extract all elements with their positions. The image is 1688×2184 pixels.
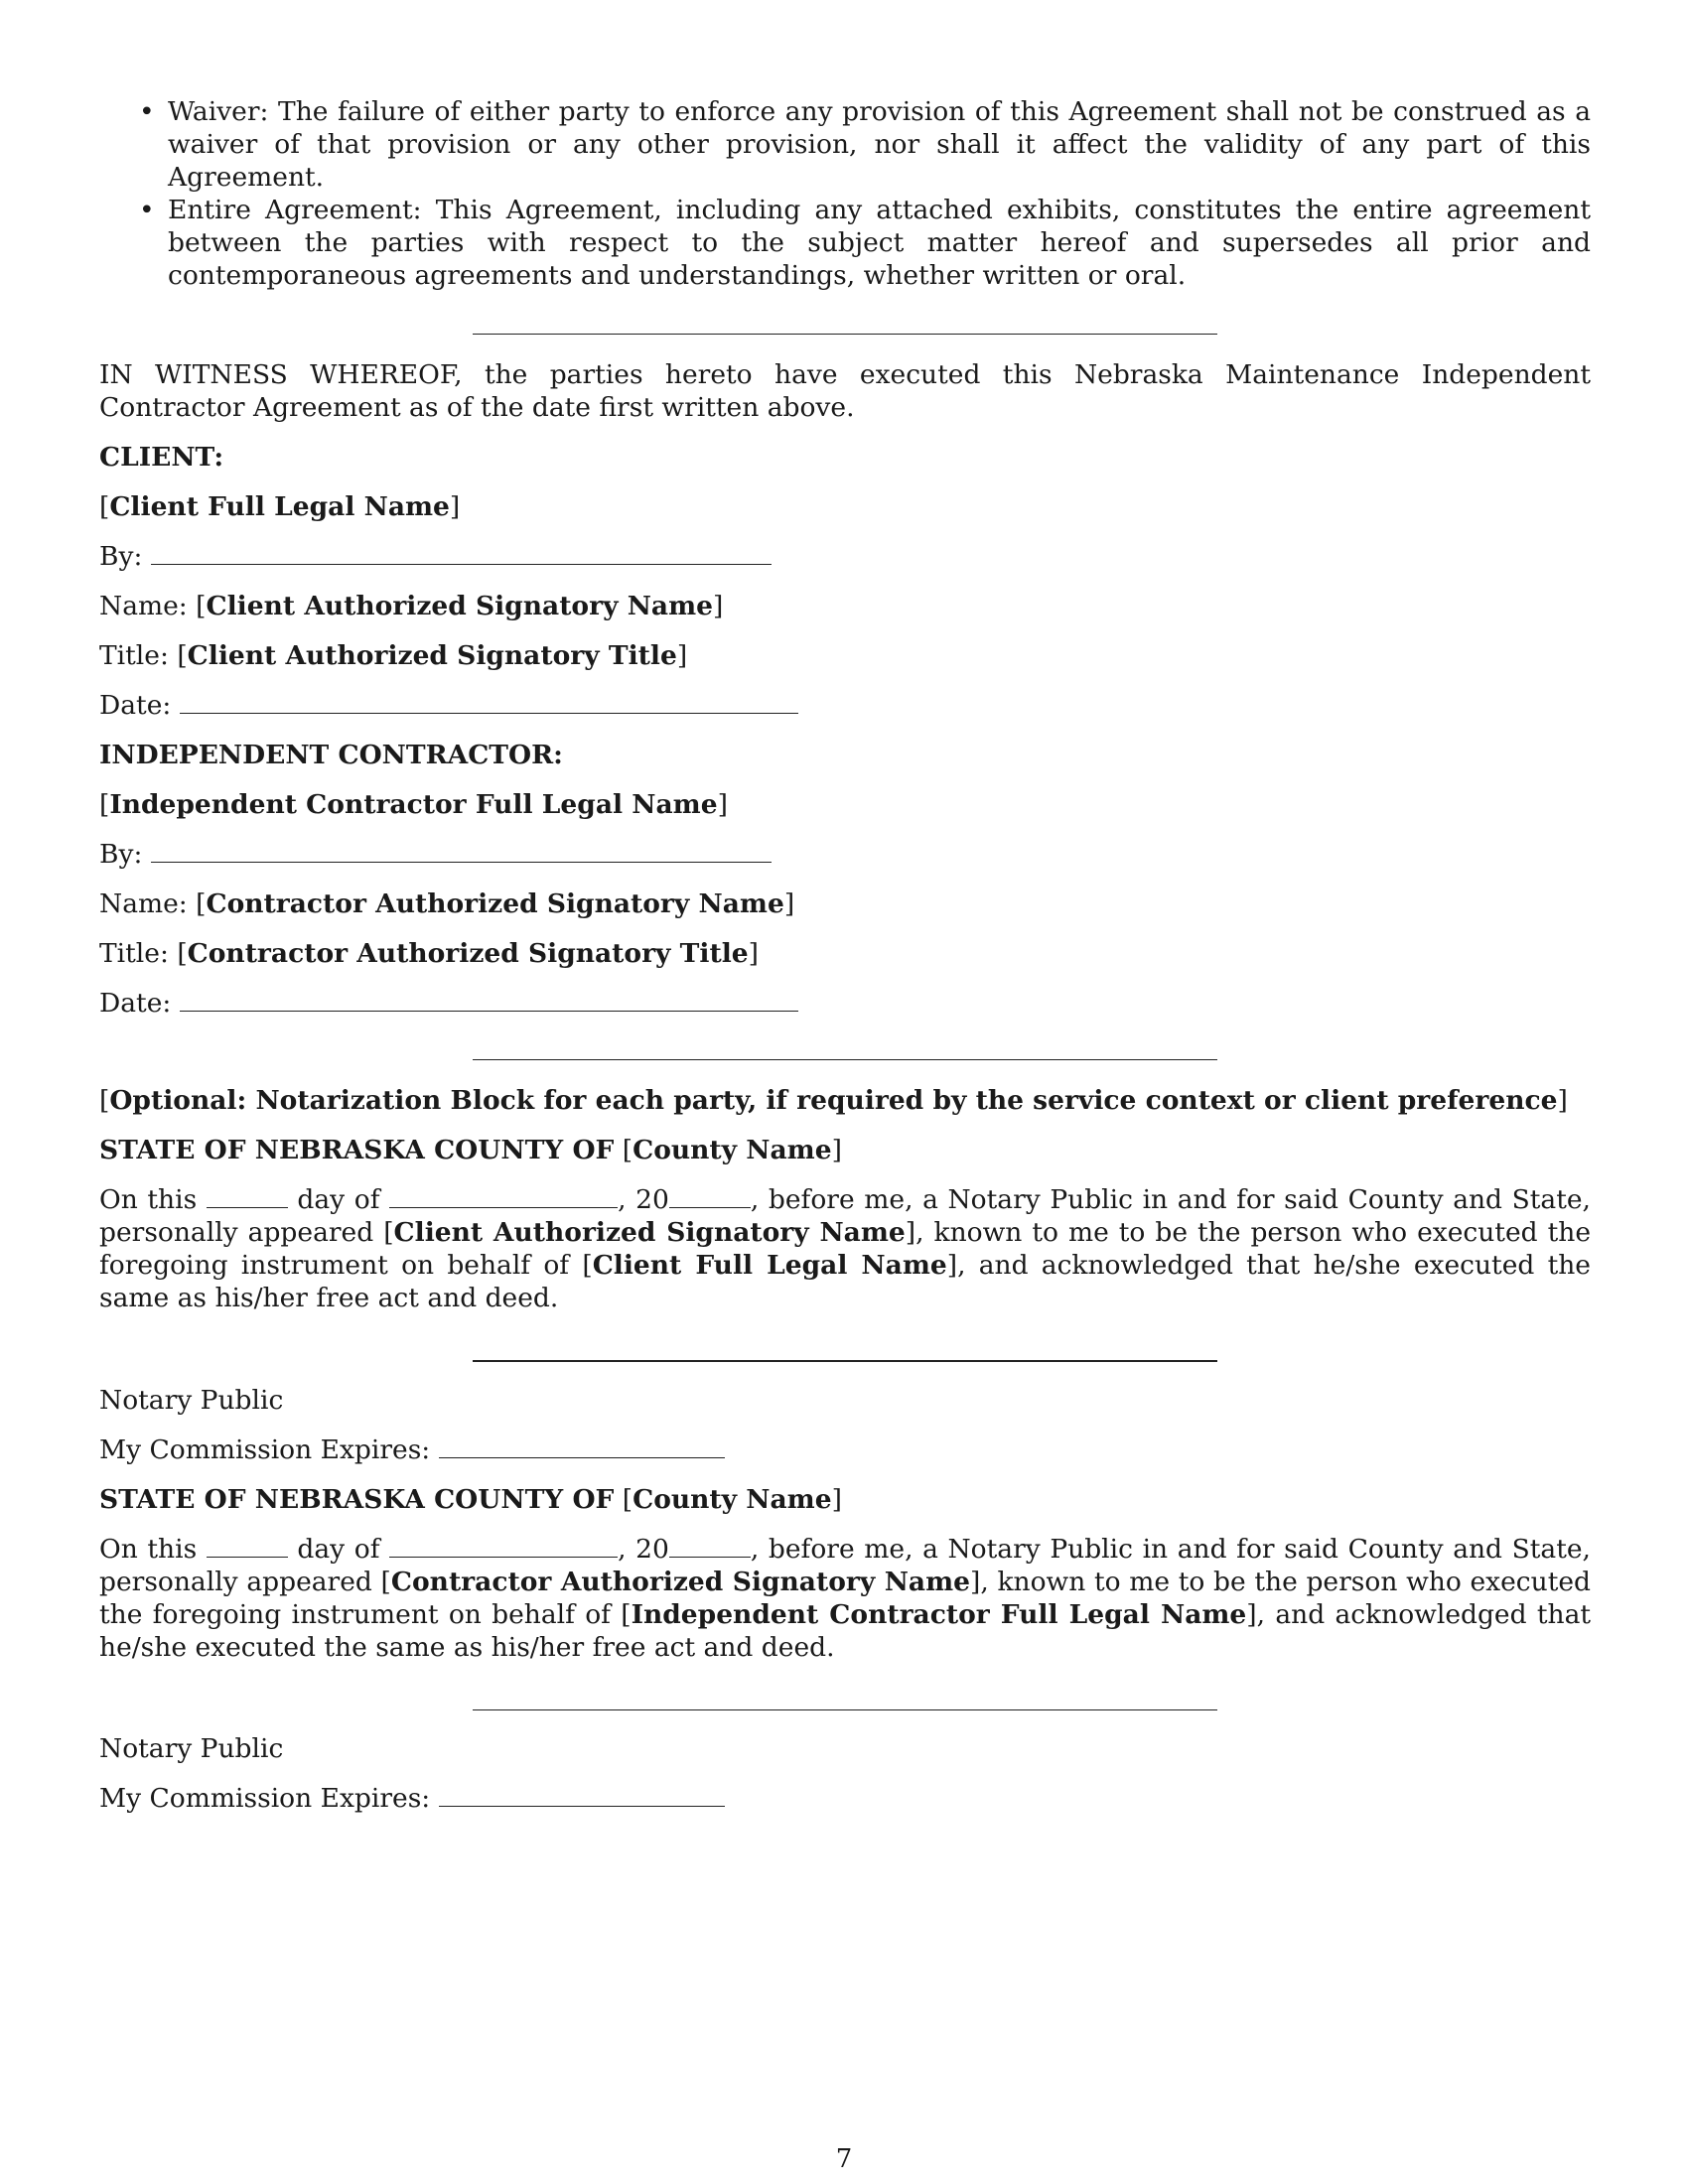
day-blank[interactable] bbox=[207, 1535, 288, 1558]
client-signature-field[interactable] bbox=[151, 540, 772, 565]
contractor-signature-field[interactable] bbox=[151, 838, 772, 863]
clause-list bbox=[99, 95, 1591, 292]
contractor-title-line: Title: [Contractor Authorized Signatory Title] bbox=[99, 938, 759, 969]
optional-notarization-note: [Optional: Notarization Block for each party, if required by the service context or client preference] bbox=[99, 1085, 1568, 1116]
document-page bbox=[99, 95, 1591, 1815]
client-legal-name: [Client Full Legal Name] bbox=[99, 491, 461, 522]
notary-contractor-acknowledgment: On this day of , 20 , before me, a Notary Public in and for said County and State, personally appeared [Contractor Authorized Signatory Name], known to me to be the person who executed the foregoing instrument on behalf of [Independent Contractor Full Legal Name], and acknowledged that he/she executed the same as his/her free act and deed. bbox=[99, 1534, 1592, 1663]
list-item bbox=[99, 194, 1591, 292]
client-date-line: Date: bbox=[99, 689, 1591, 722]
entire-agreement-clause: Entire Agreement: This Agreement, including any attached exhibits, constitutes the entire agreement between the parties with respect to the subject matter hereof and supersedes all prior and contemporaneous agreements and understandings, whether written or oral. bbox=[168, 195, 1591, 291]
commission-date-field[interactable] bbox=[439, 1433, 725, 1458]
commission-expires-line: My Commission Expires: bbox=[99, 1782, 1591, 1815]
contractor-legal-name: [Independent Contractor Full Legal Name] bbox=[99, 789, 728, 820]
contractor-heading: INDEPENDENT CONTRACTOR: bbox=[99, 740, 563, 770]
client-by-line: By: bbox=[99, 540, 1591, 573]
commission-date-field[interactable] bbox=[439, 1782, 725, 1807]
notary-client-acknowledgment: On this day of , 20 , before me, a Notary Public in and for said County and State, personally appeared [Client Authorized Signatory Name], known to me to be the person who executed the foregoing instrument on behalf of [Client Full Legal Name], and acknowledged that he/she executed the same as his/her free act and deed. bbox=[99, 1184, 1591, 1313]
notary-public-label: Notary Public bbox=[99, 1733, 284, 1764]
contractor-date-line: Date: bbox=[99, 987, 1591, 1020]
year-blank[interactable] bbox=[669, 1185, 751, 1208]
day-blank[interactable] bbox=[207, 1185, 288, 1208]
notary-public-label: Notary Public bbox=[99, 1385, 284, 1416]
bullet-icon: • bbox=[139, 96, 155, 127]
witness-statement: IN WITNESS WHEREOF, the parties hereto have executed this Nebraska Maintenance Independent Contractor Agreement as of the date first written above. bbox=[99, 359, 1591, 423]
client-name-line: Name: [Client Authorized Signatory Name] bbox=[99, 591, 724, 621]
client-heading: CLIENT: bbox=[99, 442, 224, 473]
bullet-icon: • bbox=[139, 195, 155, 225]
list-item bbox=[99, 95, 1591, 194]
notary-contractor-state-line: STATE OF NEBRASKA COUNTY OF [County Name] bbox=[99, 1484, 842, 1515]
contractor-by-line: By: bbox=[99, 838, 1591, 871]
waiver-clause: Waiver: The failure of either party to enforce any provision of this Agreement shall not be construed as a waiver of that provision or any other provision, nor shall it affect the validity of any part of this Agreement. bbox=[168, 96, 1591, 193]
commission-expires-line: My Commission Expires: bbox=[99, 1433, 1591, 1466]
contractor-name-line: Name: [Contractor Authorized Signatory Name] bbox=[99, 888, 795, 919]
notary-client-state-line: STATE OF NEBRASKA COUNTY OF [County Name] bbox=[99, 1135, 842, 1165]
contractor-date-field[interactable] bbox=[180, 987, 798, 1012]
month-blank[interactable] bbox=[389, 1185, 618, 1208]
month-blank[interactable] bbox=[389, 1535, 618, 1558]
year-blank[interactable] bbox=[669, 1535, 751, 1558]
client-title-line: Title: [Client Authorized Signatory Title] bbox=[99, 640, 688, 671]
client-date-field[interactable] bbox=[180, 689, 798, 714]
page-number: 7 bbox=[835, 2144, 853, 2174]
